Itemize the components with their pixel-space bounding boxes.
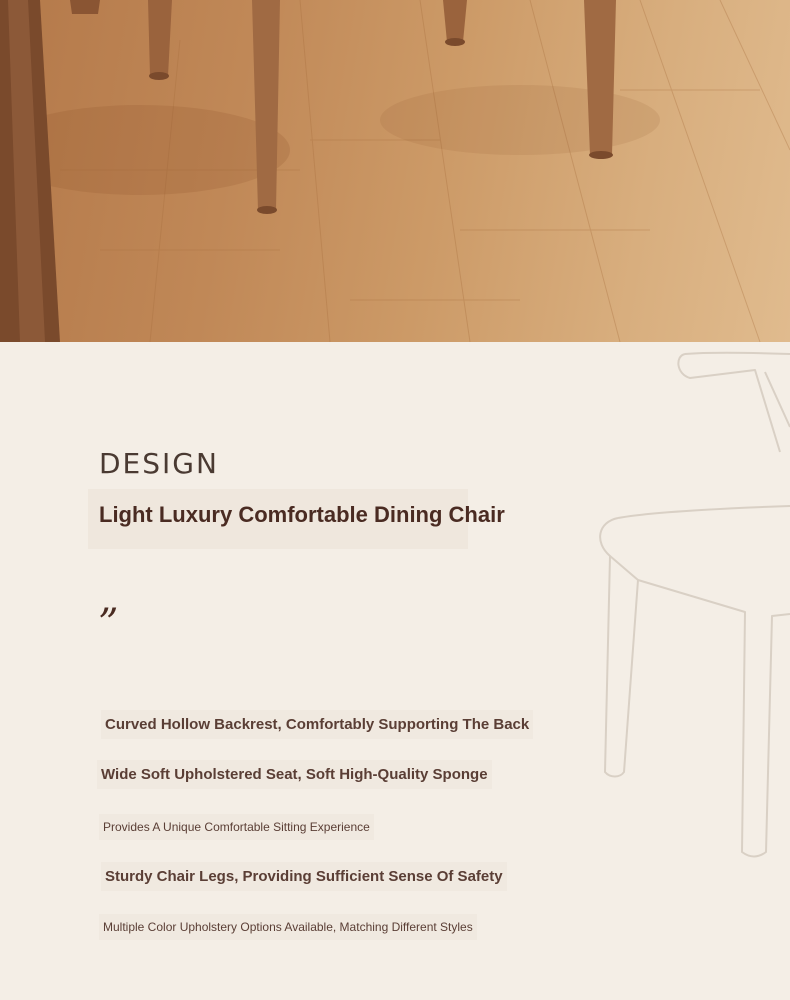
design-section xyxy=(0,342,790,1000)
section-title: Light Luxury Comfortable Dining Chair xyxy=(99,502,505,527)
quote-mark-icon: ” xyxy=(98,601,119,647)
feature-legs: Sturdy Chair Legs, Providing Sufficient Sense Of Safety xyxy=(101,862,507,891)
feature-colors: Multiple Color Upholstery Options Available, Matching Different Styles xyxy=(99,914,477,940)
section-eyebrow: DESIGN xyxy=(99,447,219,480)
chair-outline-icon xyxy=(590,342,790,862)
hero-photo xyxy=(0,0,790,342)
feature-seat: Wide Soft Upholstered Seat, Soft High-Quality Sponge xyxy=(97,760,492,789)
feature-comfort: Provides A Unique Comfortable Sitting Experience xyxy=(99,814,374,840)
feature-backrest: Curved Hollow Backrest, Comfortably Supporting The Back xyxy=(101,710,533,739)
floor-and-chair-legs-illustration xyxy=(0,0,790,342)
